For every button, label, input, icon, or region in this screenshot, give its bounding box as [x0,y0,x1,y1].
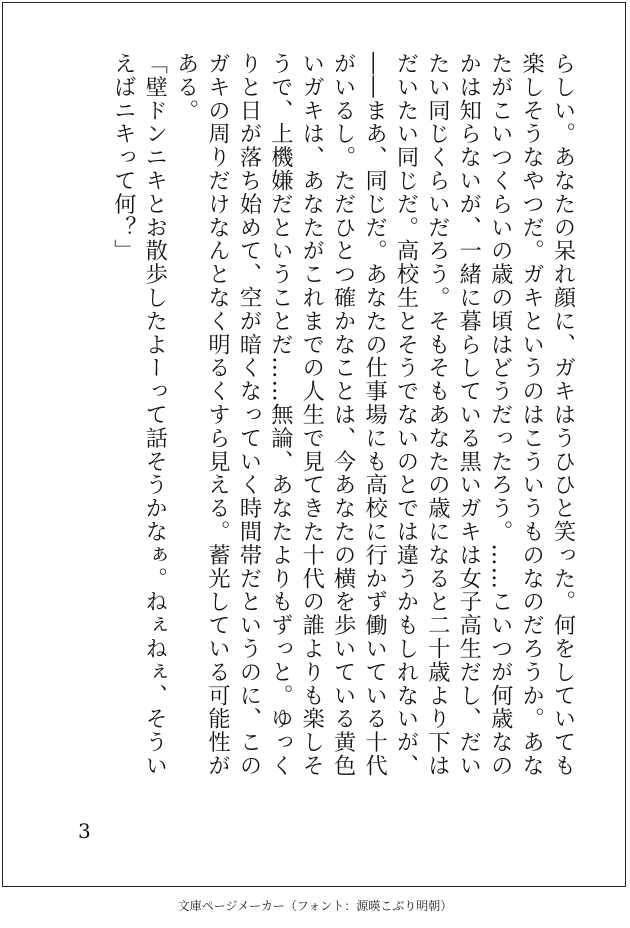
vertical-text-body [62,52,578,792]
paragraph-1: らしい。あなたの呆れ顔に、ガキはうひひと笑った。何をしていても楽しそうなやつだ。ガキというのはこういうものなのだろうか。あなたがこいつくらいの歳の頃はどうだったろう。……こいつが何歳なのかは知らないが、一緒に暮らしている黒いガキは女子高生だし、だいたい同じくらいだろう。そもそもあなたの歳になると二十歳より下はだいたい同じだ。高校生とそうでないのとでは違うかもしれないが、――まあ、同じだ。あなたの仕事場にも高校に行かず働いている十代がいるし。ただひとつ確かなことは、今あなたの横を歩いている黄色いガキは、あなたがこれまでの人生で見てきた十代の誰よりも楽しそうで、上機嫌だということだ……無論、あなたよりもずっと。ゆっくりと日が落ち始めて、空が暗くなっていく時間帯だというのに、このガキの周りだけなんとなく明るくすら見える。蓄光している可能性がある。 [173,52,576,778]
paragraph-2: 「壁ドンニキとお散歩したよーって話そうかなぁ。ねぇねぇ、そういえばニキって何？」 [110,52,168,778]
footer-caption: 文庫ページメーカー（フォント：源暎こぶり明朝） [177,899,453,913]
page-number: 3 [78,819,91,843]
